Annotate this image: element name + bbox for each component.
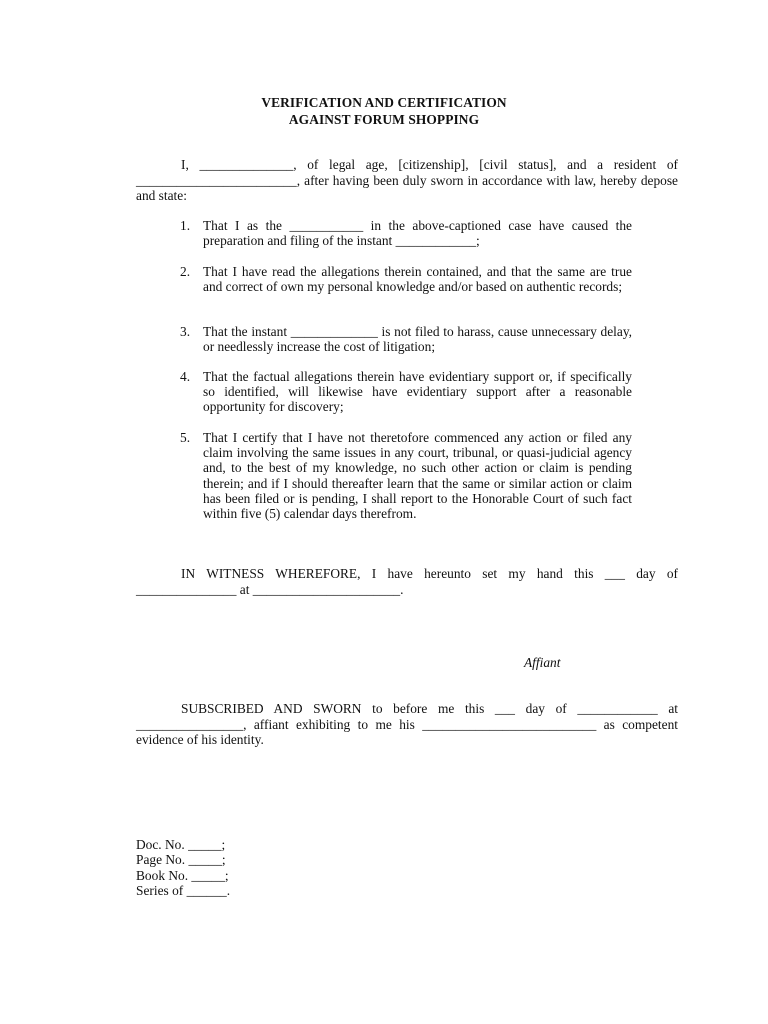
- list-item-number: 2.: [180, 264, 191, 279]
- list-item-2: [180, 264, 632, 294]
- document-title-line1: VERIFICATION AND CERTIFICATION: [261, 95, 507, 110]
- list-item-text: That the factual allegations therein have evidentiary support or, if specifically so identified, will likewise have evidentiary support after a reasonable opportunity for discovery;: [203, 369, 632, 415]
- list-item-text: That I have read the allegations therein contained, and that the same are true and correct of own my personal knowledge and/or based on authentic records;: [203, 264, 632, 295]
- witness-paragraph: IN WITNESS WHEREFORE, I have hereunto set my hand this ___ day of _______________ at ______________________.: [136, 566, 678, 597]
- list-item-text: That I certify that I have not theretofore commenced any action or filed any claim involving the same issues in any court, tribunal, or quasi-judicial agency and, to the best of my knowledge, no such other action or claim is pending therein; and if I should thereafter learn that the same or similar action or claim has been filed or is pending, I shall report to the Honorable Court of such fact within five (5) calendar days therefrom.: [203, 430, 632, 522]
- doc-no-line: Doc. No. _____;: [136, 837, 226, 852]
- list-item-number: 5.: [180, 430, 191, 445]
- list-item-number: 1.: [180, 218, 191, 233]
- intro-paragraph: I, ______________, of legal age, [citizenship], [civil status], and a resident of ________________________, after having been duly sworn in accordance with law, hereby depose and state:: [136, 157, 678, 204]
- list-item-text: That I as the ___________ in the above-captioned case have caused the preparation and filing of the instant ____________;: [203, 218, 632, 249]
- series-of-line: Series of ______.: [136, 883, 231, 899]
- list-item-3: [180, 324, 632, 354]
- list-item-1: [180, 218, 632, 248]
- document-title-line2: AGAINST FORUM SHOPPING: [288, 112, 480, 127]
- notarial-details: [136, 837, 230, 899]
- list-item-4: [180, 369, 632, 415]
- list-item-text: That the instant _____________ is not filed to harass, cause unnecessary delay, or needlessly increase the cost of litigation;: [203, 324, 632, 355]
- list-item-5: [180, 430, 632, 521]
- subscribed-paragraph: SUBSCRIBED AND SWORN to before me this ___ day of ____________ at ________________, affiant exhibiting to me his __________________________ as competent evidence of his identity.: [136, 701, 678, 748]
- page-no-line: Page No. _____;: [136, 852, 226, 868]
- list-item-number: 3.: [180, 324, 191, 339]
- list-item-number: 4.: [180, 369, 191, 384]
- book-no-line: Book No. _____;: [136, 867, 229, 883]
- affiant-label: Affiant: [524, 655, 561, 670]
